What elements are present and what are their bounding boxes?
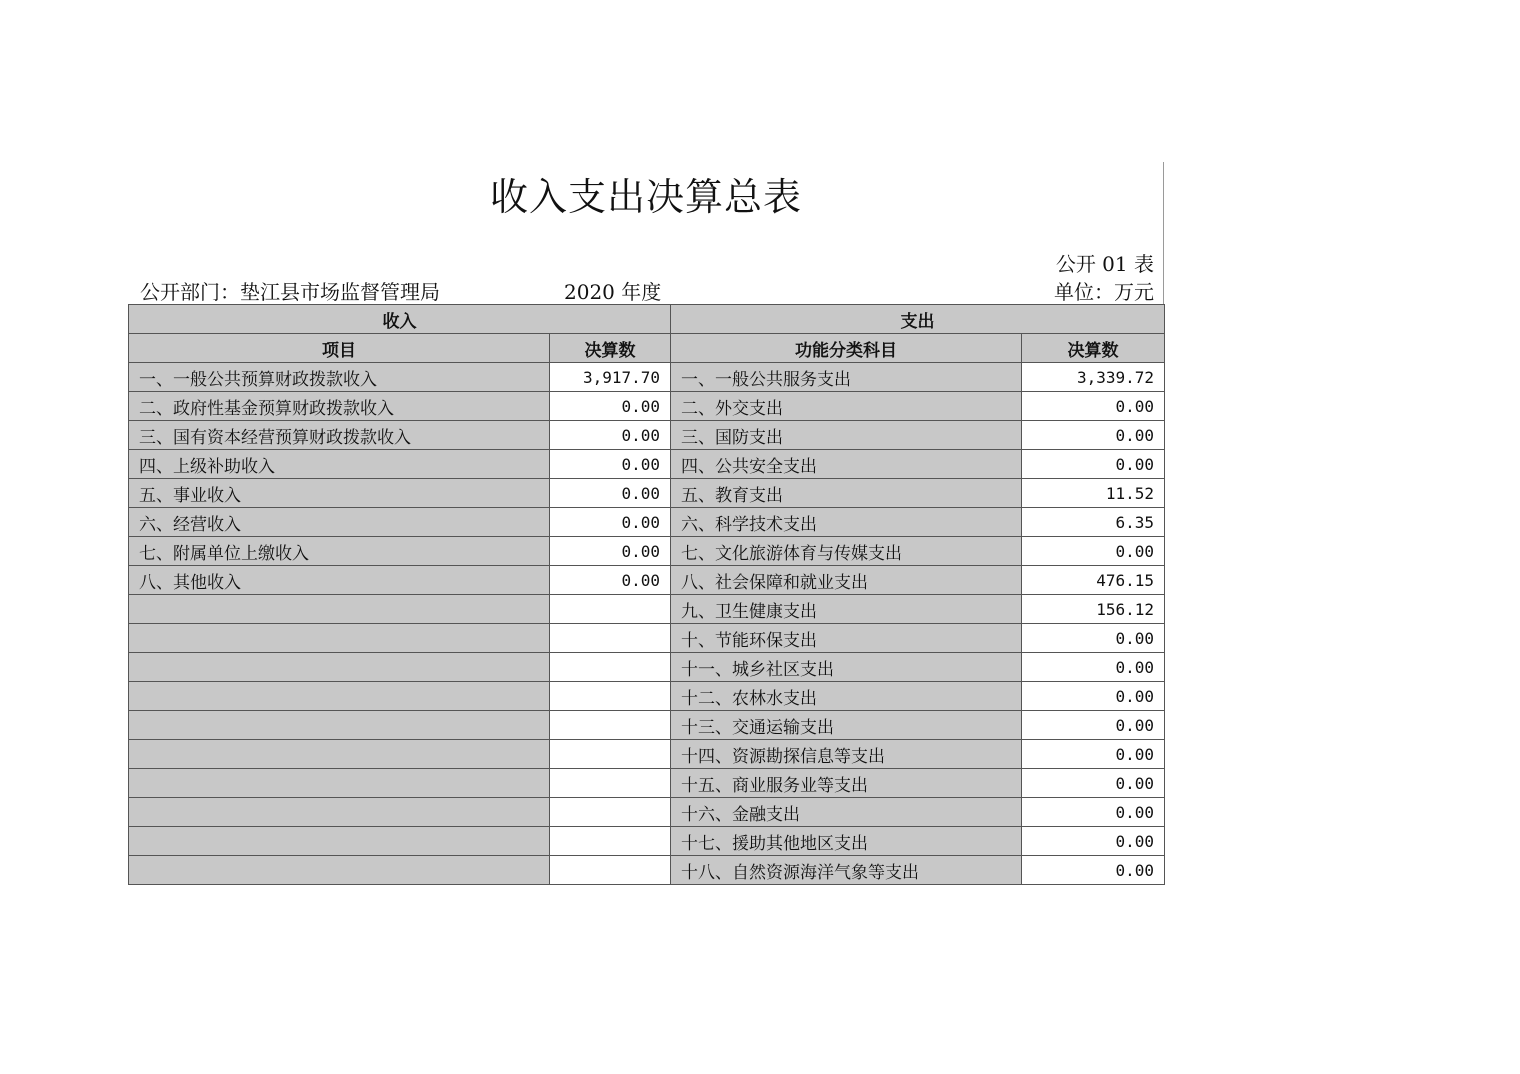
- expense-amount-cell: 0.00: [1022, 392, 1165, 421]
- expense-category-cell: 十二、农林水支出: [671, 682, 1022, 711]
- income-amount-cell: [550, 682, 671, 711]
- income-amount-column-header: 决算数: [550, 334, 671, 363]
- expense-header: 支出: [671, 305, 1165, 334]
- expense-amount-cell: 0.00: [1022, 856, 1165, 885]
- item-column-header: 项目: [129, 334, 550, 363]
- table-row: [129, 827, 1165, 856]
- income-amount-cell: 0.00: [550, 421, 671, 450]
- expense-amount-cell: 0.00: [1022, 450, 1165, 479]
- income-item-cell: 八、其他收入: [129, 566, 550, 595]
- income-item-cell: [129, 682, 550, 711]
- expense-category-cell: 八、社会保障和就业支出: [671, 566, 1022, 595]
- expense-category-cell: 十八、自然资源海洋气象等支出: [671, 856, 1022, 885]
- table-row: [129, 421, 1165, 450]
- income-item-cell: [129, 798, 550, 827]
- income-item-cell: 五、事业收入: [129, 479, 550, 508]
- expense-category-cell: 十六、金融支出: [671, 798, 1022, 827]
- expense-amount-cell: 6.35: [1022, 508, 1165, 537]
- table-row: [129, 537, 1165, 566]
- table-column-header-row: [129, 334, 1165, 363]
- table-row: [129, 595, 1165, 624]
- table-row: [129, 769, 1165, 798]
- income-amount-cell: 3,917.70: [550, 363, 671, 392]
- income-item-cell: [129, 769, 550, 798]
- expense-category-cell: 十、节能环保支出: [671, 624, 1022, 653]
- income-amount-cell: [550, 856, 671, 885]
- expense-amount-cell: 0.00: [1022, 711, 1165, 740]
- income-amount-cell: [550, 798, 671, 827]
- income-amount-cell: [550, 653, 671, 682]
- income-item-cell: [129, 624, 550, 653]
- expense-amount-cell: 156.12: [1022, 595, 1165, 624]
- expense-category-cell: 一、一般公共服务支出: [671, 363, 1022, 392]
- expense-category-cell: 十五、商业服务业等支出: [671, 769, 1022, 798]
- income-item-cell: 六、经营收入: [129, 508, 550, 537]
- table-row: [129, 682, 1165, 711]
- form-number: 公开 01 表: [1055, 252, 1154, 276]
- income-item-cell: [129, 595, 550, 624]
- income-item-cell: 四、上级补助收入: [129, 450, 550, 479]
- income-item-cell: [129, 740, 550, 769]
- expense-category-cell: 三、国防支出: [671, 421, 1022, 450]
- expense-amount-cell: 11.52: [1022, 479, 1165, 508]
- expense-amount-column-header: 决算数: [1022, 334, 1165, 363]
- table-row: [129, 653, 1165, 682]
- income-amount-cell: [550, 740, 671, 769]
- expense-amount-cell: 0.00: [1022, 537, 1165, 566]
- income-amount-cell: [550, 595, 671, 624]
- expense-amount-cell: 0.00: [1022, 653, 1165, 682]
- expense-category-cell: 六、科学技术支出: [671, 508, 1022, 537]
- expense-category-cell: 二、外交支出: [671, 392, 1022, 421]
- expense-amount-cell: 0.00: [1022, 421, 1165, 450]
- income-amount-cell: 0.00: [550, 508, 671, 537]
- unit-label: 单位：万元: [1054, 280, 1154, 304]
- expense-amount-cell: 0.00: [1022, 740, 1165, 769]
- income-item-cell: 二、政府性基金预算财政拨款收入: [129, 392, 550, 421]
- table-row: [129, 566, 1165, 595]
- income-amount-cell: [550, 624, 671, 653]
- table-row: [129, 798, 1165, 827]
- income-amount-cell: 0.00: [550, 537, 671, 566]
- fiscal-year: 2020 年度: [564, 280, 662, 304]
- page-title: 收入支出决算总表: [489, 175, 802, 219]
- income-amount-cell: 0.00: [550, 479, 671, 508]
- income-item-cell: 七、附属单位上缴收入: [129, 537, 550, 566]
- table-row: [129, 711, 1165, 740]
- expense-category-cell: 十七、援助其他地区支出: [671, 827, 1022, 856]
- income-amount-cell: [550, 827, 671, 856]
- income-item-cell: [129, 827, 550, 856]
- income-amount-cell: [550, 769, 671, 798]
- table-row: [129, 508, 1165, 537]
- table-row: [129, 363, 1165, 392]
- expense-amount-cell: 476.15: [1022, 566, 1165, 595]
- budget-summary-table: [128, 304, 1165, 885]
- category-column-header: 功能分类科目: [671, 334, 1022, 363]
- income-header: 收入: [129, 305, 671, 334]
- table-group-header-row: [129, 305, 1165, 334]
- table-body: [129, 363, 1165, 885]
- income-item-cell: 三、国有资本经营预算财政拨款收入: [129, 421, 550, 450]
- expense-amount-cell: 0.00: [1022, 798, 1165, 827]
- income-amount-cell: [550, 711, 671, 740]
- expense-amount-cell: 0.00: [1022, 682, 1165, 711]
- table-row: [129, 450, 1165, 479]
- department-label: 公开部门：垫江县市场监督管理局: [140, 280, 440, 304]
- expense-amount-cell: 3,339.72: [1022, 363, 1165, 392]
- table-row: [129, 740, 1165, 769]
- expense-category-cell: 十一、城乡社区支出: [671, 653, 1022, 682]
- income-item-cell: 一、一般公共预算财政拨款收入: [129, 363, 550, 392]
- expense-amount-cell: 0.00: [1022, 769, 1165, 798]
- table-row: [129, 479, 1165, 508]
- expense-category-cell: 九、卫生健康支出: [671, 595, 1022, 624]
- expense-category-cell: 四、公共安全支出: [671, 450, 1022, 479]
- income-item-cell: [129, 856, 550, 885]
- expense-category-cell: 五、教育支出: [671, 479, 1022, 508]
- income-amount-cell: 0.00: [550, 450, 671, 479]
- expense-category-cell: 十三、交通运输支出: [671, 711, 1022, 740]
- expense-amount-cell: 0.00: [1022, 827, 1165, 856]
- income-item-cell: [129, 653, 550, 682]
- income-item-cell: [129, 711, 550, 740]
- expense-category-cell: 十四、资源勘探信息等支出: [671, 740, 1022, 769]
- expense-amount-cell: 0.00: [1022, 624, 1165, 653]
- income-amount-cell: 0.00: [550, 566, 671, 595]
- table-row: [129, 856, 1165, 885]
- income-amount-cell: 0.00: [550, 392, 671, 421]
- table-row: [129, 624, 1165, 653]
- expense-category-cell: 七、文化旅游体育与传媒支出: [671, 537, 1022, 566]
- table-row: [129, 392, 1165, 421]
